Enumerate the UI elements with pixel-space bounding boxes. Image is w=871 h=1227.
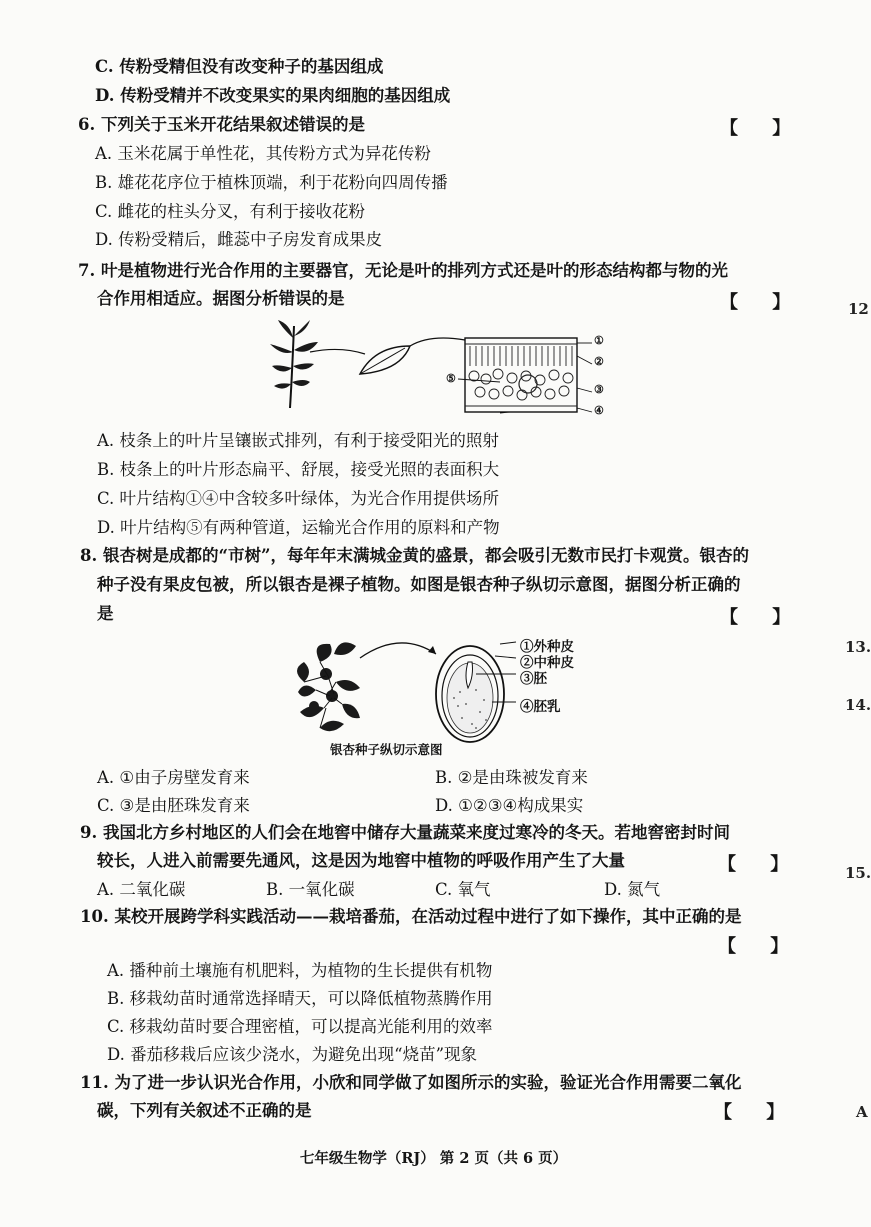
q9-option-c: C. 氧气 [435, 880, 491, 899]
q10-option-c: C. 移栽幼苗时要合理密植，可以提高光能利用的效率 [107, 1017, 493, 1036]
q5-option-c: C. 传粉受精但没有改变种子的基因组成 [95, 57, 384, 76]
q6-answer-bracket: 【 】 [720, 118, 805, 139]
q6-option-d: D. 传粉受精后，雌蕊中子房发育成果皮 [95, 230, 383, 249]
q9-stem-line2: 较长，人进入前需要先通风，这是因为地窖中植物的呼吸作用产生了大量 [97, 851, 625, 870]
q7-option-d: D. 叶片结构⑤有两种管道，运输光合作用的原料和产物 [97, 518, 500, 537]
q8-option-c: C. ③是由胚珠发育来 [97, 796, 250, 815]
page-footer: 七年级生物学（RJ） 第 2 页（共 6 页） [299, 1150, 568, 1167]
q11-stem-line2: 碳，下列有关叙述不正确的是 [97, 1101, 312, 1120]
q8-option-b: B. ②是由珠被发育来 [435, 768, 588, 787]
q7-fig-label-2: ② [594, 355, 604, 368]
q8-fig-label-endosperm: ④胚乳 [520, 699, 561, 715]
q11-stem-line1: 11. 为了进一步认识光合作用，小欣和同学做了如图所示的实验，验证光合作用需要二氧化 [80, 1073, 742, 1092]
q8-option-a: A. ①由子房壁发育来 [97, 768, 250, 787]
q8-answer-bracket: 【 】 [720, 607, 805, 628]
q7-fig-label-5: ⑤ [446, 372, 456, 385]
q6-option-b: B. 雄花花序位于植株顶端，利于花粉向四周传播 [95, 173, 448, 192]
q8-stem-line2: 种子没有果皮包被，所以银杏是裸子植物。如图是银杏种子纵切示意图，据图分析正确的 [97, 575, 741, 594]
q7-fig-label-3: ③ [594, 383, 604, 396]
q8-stem-line1: 8. 银杏树是成都的“市树”，每年年末满城金黄的盛景，都会吸引无数市民打卡观赏。银杏的 [80, 546, 749, 565]
q11-answer-bracket: 【 】 [714, 1102, 799, 1123]
q9-stem-line1: 9. 我国北方乡村地区的人们会在地窖中储存大量蔬菜来度过寒冷的冬天。若地窖密封时间 [80, 823, 730, 842]
q8-ginkgo-figure [290, 632, 520, 742]
q10-stem: 10. 某校开展跨学科实践活动——栽培番茄，在活动过程中进行了如下操作，其中正确的是 [80, 907, 742, 926]
margin-number-14: 14. [845, 696, 871, 714]
margin-number-13: 13. [845, 638, 871, 656]
q7-option-c: C. 叶片结构①④中含较多叶绿体，为光合作用提供场所 [97, 489, 500, 508]
q6-option-a: A. 玉米花属于单性花，其传粉方式为异花传粉 [95, 144, 431, 163]
margin-number-15: 15. [845, 864, 871, 882]
q10-option-b: B. 移栽幼苗时通常选择晴天，可以降低植物蒸腾作用 [107, 989, 493, 1008]
q9-option-a: A. 二氧化碳 [97, 880, 186, 899]
q9-answer-bracket: 【 】 [718, 854, 803, 875]
margin-letter-a: A [856, 1103, 868, 1121]
q7-fig-label-1: ① [594, 334, 604, 347]
q8-stem-line3: 是 [97, 604, 114, 623]
q8-fig-caption: 银杏种子纵切示意图 [330, 742, 443, 757]
q6-option-c: C. 雌花的柱头分叉，有利于接收花粉 [95, 202, 366, 221]
q7-fig-label-4: ④ [594, 404, 604, 417]
q7-leaf-figure [260, 316, 620, 421]
q8-option-d: D. ①②③④构成果实 [435, 796, 584, 815]
q7-option-a: A. 枝条上的叶片呈镶嵌式排列，有利于接受阳光的照射 [97, 431, 499, 450]
q9-option-d: D. 氮气 [604, 880, 661, 899]
q5-option-d: D. 传粉受精并不改变果实的果肉细胞的基因组成 [95, 86, 451, 105]
q7-stem-line2: 合作用相适应。据图分析错误的是 [97, 289, 345, 308]
margin-number-12: 12 [848, 300, 869, 318]
q10-answer-bracket: 【 】 [718, 936, 803, 957]
q8-fig-label-outer-coat: ①外种皮 [520, 639, 574, 655]
q9-option-b: B. 一氧化碳 [266, 880, 355, 899]
q7-option-b: B. 枝条上的叶片形态扁平、舒展，接受光照的表面积大 [97, 460, 500, 479]
q7-answer-bracket: 【 】 [720, 292, 805, 313]
q8-fig-label-embryo: ③胚 [520, 671, 547, 687]
q7-stem-line1: 7. 叶是植物进行光合作用的主要器官，无论是叶的排列方式还是叶的形态结构都与物的光 [78, 261, 728, 280]
q10-option-d: D. 番茄移栽后应该少浇水，为避免出现“烧苗”现象 [107, 1045, 478, 1064]
q10-option-a: A. 播种前土壤施有机肥料，为植物的生长提供有机物 [107, 961, 493, 980]
q8-fig-label-middle-coat: ②中种皮 [520, 655, 574, 671]
q6-stem: 6. 下列关于玉米开花结果叙述错误的是 [78, 115, 365, 134]
